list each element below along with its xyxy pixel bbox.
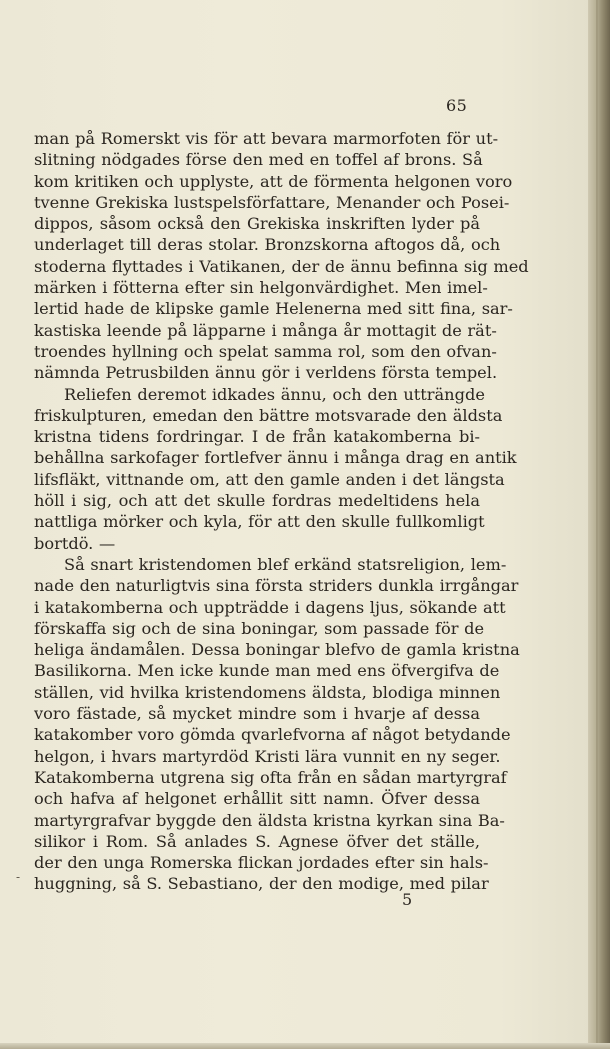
- text-line: Så snart kristendomen blef erkänd statsreligion, lem-: [64, 554, 507, 574]
- text-line: höll i sig, och att det skulle fordras medeltidens hela: [34, 491, 480, 511]
- text-line: nade den naturligtvis sina första striders dunkla irrgångar: [34, 576, 519, 596]
- text-line: kristna tidens fordringar. I de från katakomberna bi-: [34, 427, 480, 447]
- text-line: Reliefen deremot idkades ännu, och den utträngde: [64, 384, 485, 404]
- text-line: underlaget till deras stolar. Bronzskorna aftogos då, och: [34, 235, 501, 255]
- text-line: troendes hyllning och spelat samma rol, som den ofvan-: [34, 341, 497, 361]
- text-line: förskaffa sig och de sina boningar, som passade för de: [34, 618, 485, 638]
- text-line: dippos, såsom också den Grekiska inskriften lyder på: [34, 214, 480, 234]
- text-line: lertid hade de klipske gamle Helenerna med sitt fina, sar-: [34, 299, 513, 319]
- text-line: heliga ändamålen. Dessa boningar blefvo de gamla kristna: [34, 640, 520, 660]
- body-text: [34, 128, 529, 895]
- text-line: kastiska leende på läpparne i många år mottagit de rät-: [34, 320, 497, 340]
- text-line: voro fästade, så mycket mindre som i hvarje af dessa: [34, 704, 480, 724]
- text-line: och hafva af helgonet erhållit sitt namn. Öfver dessa: [34, 789, 480, 809]
- text-line: Basilikorna. Men icke kunde man med ens öfvergifva de: [34, 661, 500, 681]
- text-line: tvenne Grekiska lustspelsförfattare, Menander och Posei-: [34, 192, 510, 212]
- text-line: stoderna flyttades i Vatikanen, der de ännu befinna sig med: [34, 256, 529, 276]
- text-line: bortdö. —: [34, 533, 116, 553]
- text-line: helgon, i hvars martyrdöd Kristi lära vunnit en ny seger.: [34, 746, 501, 766]
- text-line: lifsfläkt, vittnande om, att den gamle anden i det längsta: [34, 469, 505, 489]
- text-line: der den unga Romerska flickan jordades efter sin hals-: [34, 853, 489, 873]
- text-line: märken i fötterna efter sin helgonvärdighet. Men imel-: [34, 278, 488, 298]
- text-line: silikor i Rom. Så anlades S. Agnese öfver det ställe,: [34, 831, 480, 851]
- signature-mark: 5: [402, 890, 413, 909]
- page-bottom-edge: [0, 1043, 610, 1049]
- text-line: nämnda Petrusbilden ännu gör i verldens första tempel.: [34, 363, 498, 383]
- text-line: huggning, så S. Sebastiano, der den modige, med pilar: [34, 874, 489, 894]
- text-line: slitning nödgades förse den med en toffel af brons. Så: [34, 150, 483, 170]
- text-line: nattliga mörker och kyla, för att den skulle fullkomligt: [34, 512, 485, 532]
- text-line: behållna sarkofager fortlefver ännu i många drag en antik: [34, 448, 517, 468]
- text-line: martyrgrafvar byggde den äldsta kristna kyrkan sina Ba-: [34, 810, 505, 830]
- text-line: kom kritiken och upplyste, att de förmenta helgonen voro: [34, 171, 513, 191]
- book-binding-edge: [588, 0, 610, 1049]
- text-line: katakomber voro gömda qvarlefvorna af något betydande: [34, 725, 511, 745]
- page-number: 65: [446, 96, 468, 115]
- text-line: i katakomberna och uppträdde i dagens ljus, sökande att: [34, 597, 506, 617]
- text-line: friskulpturen, emedan den bättre motsvarade den äldsta: [34, 405, 503, 425]
- text-line: man på Romerskt vis för att bevara marmorfoten för ut-: [34, 129, 499, 148]
- text-line: Katakomberna utgrena sig ofta från en sådan martyrgraf: [34, 767, 507, 787]
- margin-mark: -: [16, 870, 21, 884]
- text-line: ställen, vid hvilka kristendomens äldsta, blodiga minnen: [34, 682, 501, 702]
